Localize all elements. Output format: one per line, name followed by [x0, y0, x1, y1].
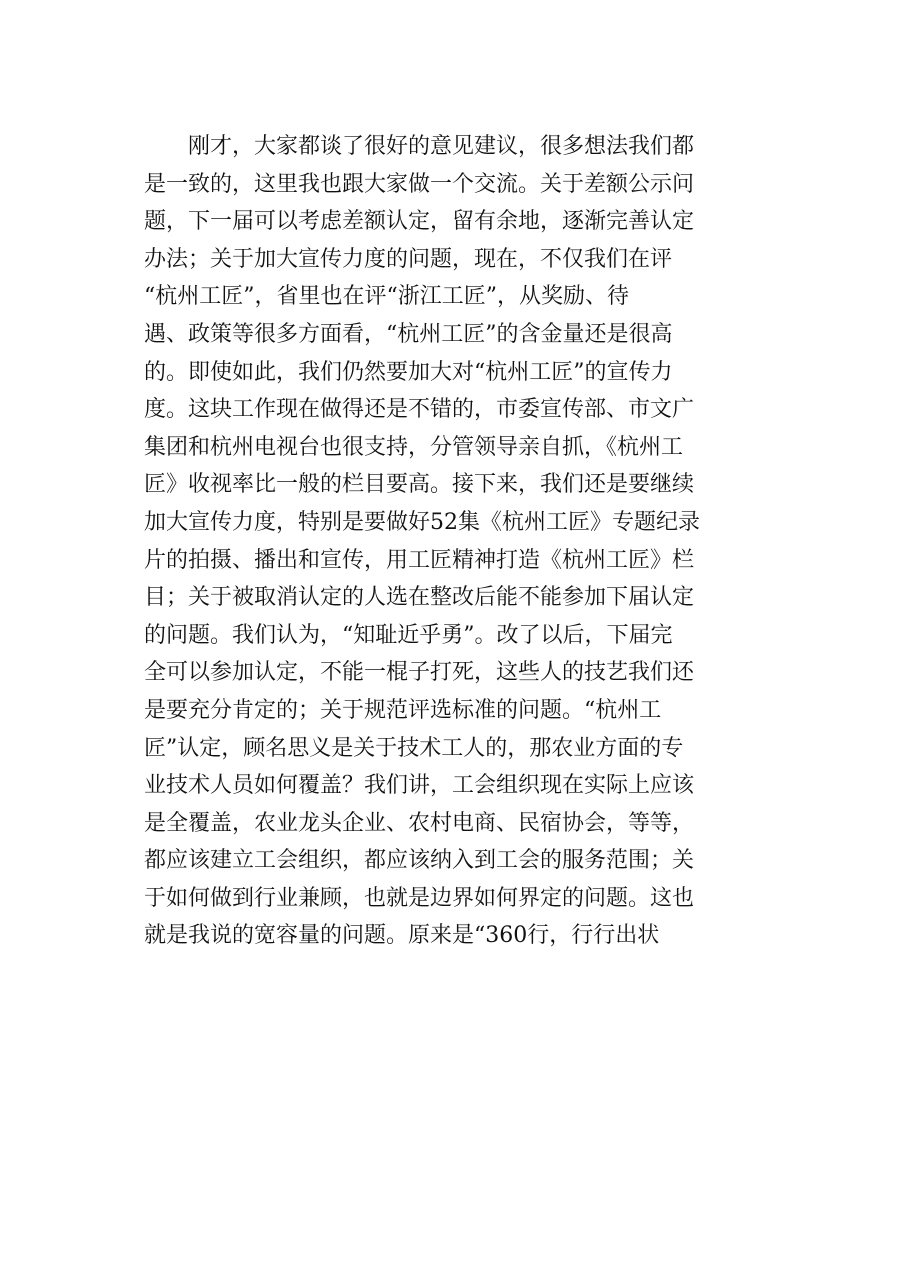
paragraph-line: 的问题。我们认为，“知耻近乎勇”。改了以后，下届完 — [144, 622, 673, 648]
paragraph-line: 办法；关于加大宣传力度的问题，现在，不仅我们在评 — [144, 246, 673, 272]
paragraph-line: “杭州工匠”，省里也在评“浙江工匠”，从奖励、待 — [144, 284, 629, 310]
paragraph-line: 加大宣传力度，特别是要做好52集《杭州工匠》专题纪录 — [144, 509, 700, 535]
paragraph-line: 匠》收视率比一般的栏目要高。接下来，我们还是要继续 — [144, 472, 695, 498]
paragraph-line: 全可以参加认定，不能一棍子打死，这些人的技艺我们还 — [144, 660, 695, 686]
paragraph-line: 是一致的，这里我也跟大家做一个交流。关于差额公示问 — [144, 171, 695, 197]
paragraph-line: 于如何做到行业兼顾，也就是边界如何界定的问题。这也 — [144, 885, 695, 911]
paragraph-line: 度。这块工作现在做得还是不错的，市委宣传部、市文广 — [144, 397, 695, 423]
paragraph-line: 都应该建立工会组织，都应该纳入到工会的服务范围；关 — [144, 848, 695, 874]
paragraph-line: 是全覆盖，农业龙头企业、农村电商、民宿协会，等等， — [144, 810, 695, 836]
paragraph-line: 题，下一届可以考虑差额认定，留有余地，逐渐完善认定 — [144, 209, 695, 235]
paragraph-line: 目；关于被取消认定的人选在整改后能不能参加下届认定 — [144, 585, 695, 611]
paragraph-line: 业技术人员如何覆盖？我们讲，工会组织现在实际上应该 — [144, 773, 695, 799]
body-paragraph — [144, 128, 784, 955]
paragraph-line: 匠”认定，顾名思义是关于技术工人的，那农业方面的专 — [144, 735, 684, 761]
paragraph-line: 片的拍摄、播出和宣传，用工匠精神打造《杭州工匠》栏 — [144, 547, 695, 573]
paragraph-line: 遇、政策等很多方面看，“杭州工匠”的含金量还是很高 — [144, 321, 673, 347]
paragraph-line: 的。即使如此，我们仍然要加大对“杭州工匠”的宣传力 — [144, 359, 673, 385]
paragraph-line: 是要充分肯定的；关于规范评选标准的问题。“杭州工 — [144, 697, 662, 723]
paragraph-line: 就是我说的宽容量的问题。原来是“360行，行行出状 — [144, 923, 660, 949]
paragraph-line: 刚才，大家都谈了很好的意见建议，很多想法我们都 — [188, 134, 695, 159]
paragraph-line: 集团和杭州电视台也很支持，分管领导亲自抓，《杭州工 — [144, 434, 684, 460]
